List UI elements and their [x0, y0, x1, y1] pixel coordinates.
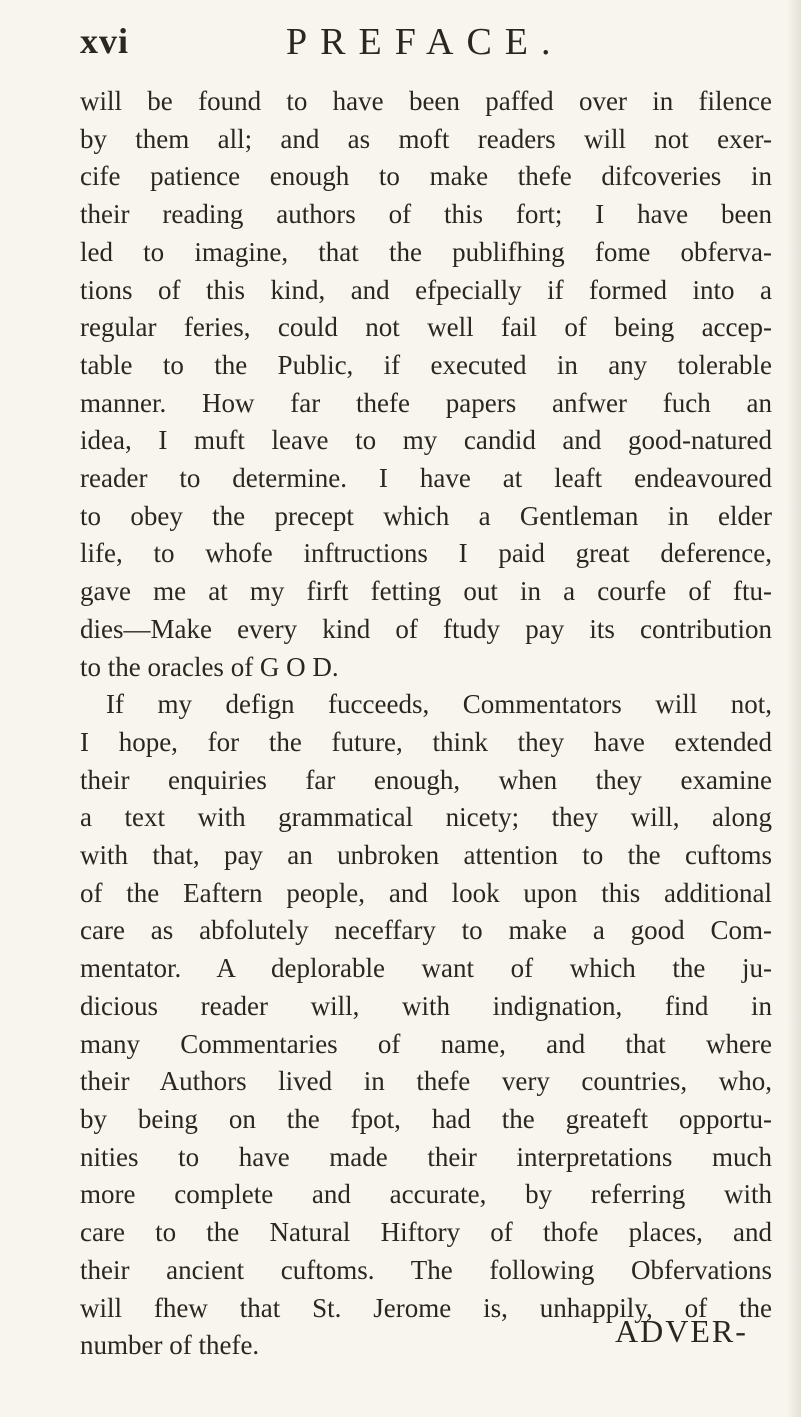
text-line: regular feries, could not well fail of being accep- — [80, 312, 772, 343]
text-line: their enquiries far enough, when they examine — [80, 764, 772, 795]
text-line: life, to whofe inftructions I paid great deference, — [80, 538, 772, 569]
text-line: nities to have made their interpretations much — [80, 1141, 772, 1172]
text-line: manner. How far thefe papers anfwer fuch an — [80, 387, 772, 418]
catchword: ADVER- — [615, 1313, 748, 1349]
running-head: PREFACE. — [286, 21, 564, 63]
text-line: I hope, for the future, think they have extended — [80, 726, 772, 757]
text-line: mentator. A deplorable want of which the ju- — [80, 953, 772, 984]
text-line: reader to determine. I have at leaft endeavoured — [80, 463, 772, 494]
text-line: tions of this kind, and efpecially if formed into a — [80, 274, 772, 305]
text-line: their Authors lived in thefe very countries, who, — [80, 1066, 772, 1097]
text-line: more complete and accurate, by referring with — [80, 1179, 772, 1210]
text-line: gave me at my firft fetting out in a courfe of ftu- — [80, 576, 772, 607]
text-line: cife patience enough to make thefe difcoveries in — [80, 161, 772, 192]
page-edge-shadow — [787, 0, 801, 1417]
text-line: number of thefe. — [80, 1330, 260, 1361]
text-line: their reading authors of this fort; I have been — [80, 199, 772, 230]
text-line: table to the Public, if executed in any tolerable — [80, 349, 772, 380]
text-line: will be found to have been paffed over in filence — [80, 86, 772, 116]
text-line: by them all; and as moft readers will not exer- — [80, 123, 772, 154]
text-line: to the oracles of G O D. — [80, 651, 339, 682]
text-line: led to imagine, that the publifhing fome obferva- — [80, 236, 772, 267]
text-line: to obey the precept which a Gentleman in elder — [80, 500, 772, 531]
text-line: dicious reader will, with indignation, find in — [80, 990, 772, 1021]
text-line: of the Eaftern people, and look upon this additional — [80, 877, 772, 908]
page-number: xvi — [80, 21, 130, 61]
text-line: care as abfolutely neceffary to make a good Com- — [80, 915, 772, 946]
text-line: a text with grammatical nicety; they will, along — [80, 802, 772, 833]
text-line: many Commentaries of name, and that where — [80, 1028, 772, 1059]
body-text — [80, 83, 772, 1365]
text-line: If my defign fucceeds, Commentators will not, — [106, 689, 772, 720]
text-line: by being on the fpot, had the greateft opportu- — [80, 1103, 772, 1134]
text-line: dies—Make every kind of ftudy pay its contribution — [80, 613, 772, 644]
text-line: their ancient cuftoms. The following Obfervations — [80, 1254, 772, 1285]
page-header — [80, 20, 760, 80]
text-line: will fhew that St. Jerome is, unhappily, of the — [80, 1292, 772, 1323]
text-line: with that, pay an unbroken attention to the cuftoms — [80, 840, 772, 871]
text-line: idea, I muft leave to my candid and good-natured — [80, 425, 772, 456]
text-line: care to the Natural Hiftory of thofe places, and — [80, 1217, 772, 1248]
